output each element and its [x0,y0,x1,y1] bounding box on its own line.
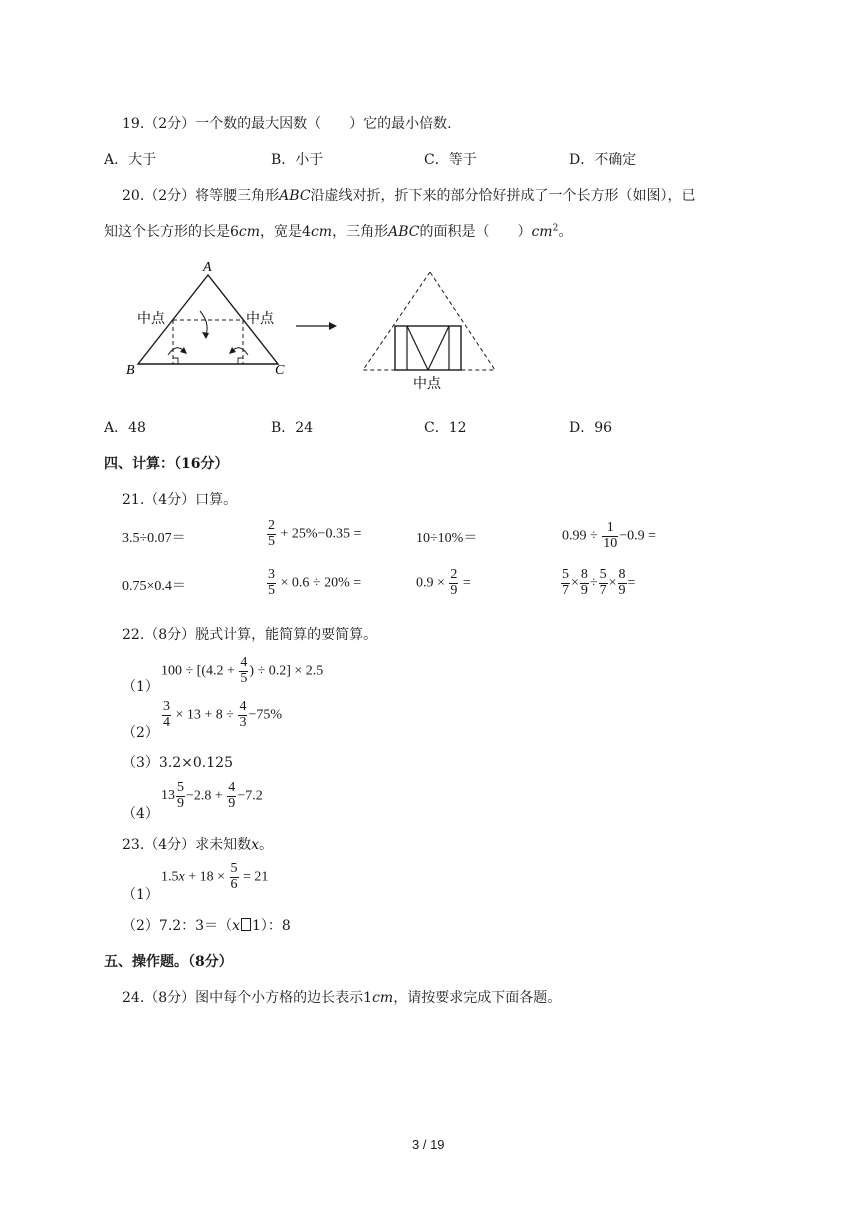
q21-expr-2: $\frac{2}{5}$ + 25%−0.35 = [268,518,362,549]
fold-arrow-top [200,311,207,335]
q21-expr-8: $\frac{5}{7}$ × $\frac{8}{9}$ ÷ $\frac{5}{7}$ × $\frac{8}{9}$ = [562,567,636,598]
midpoint-label-left: 中点 [137,311,165,327]
q19-option-a: A．大于 [104,152,157,168]
section-4-title: 四、计算：（16分） [104,456,229,472]
section-5-title: 五、操作题。（8分） [104,954,233,970]
q23-p1-expr: 1.5x + 18 × $\frac{5}{6}$ = 21 [161,861,269,892]
q20-stem-line2: 知这个长方形的长是6cm，宽是4cm，三角形ABC的面积是（ ）$cm^2$。 [104,223,573,240]
q19-option-d: D．不确定 [569,152,637,168]
right-angle-mark-left [173,358,178,364]
q22-stem: 22.（8分）脱式计算，能简算的要简算。 [122,627,378,643]
q22-p2-expr: $\frac{3}{4}$ × 13 + 8 ÷ $\frac{4}{3}$ −75% [163,699,283,730]
q21-expr-6: $\frac{3}{5}$ × 0.6 ÷ 20% = [268,567,362,598]
q19-option-c: C．等于 [424,152,477,168]
q22-p4-label: （4） [122,806,159,822]
q21-expr-7: 0.9 × $\frac{2}{9}$ = [416,567,471,598]
rectangle [395,326,461,370]
q21-expr-4: 0.99 ÷ $\frac{1}{10}$ −0.9 = [562,520,656,551]
q23-p2: （2）7.2：3＝（x 1）：8 [122,918,291,934]
q20-figure [120,255,510,395]
q24-stem: 24.（8分）图中每个小方格的边长表示1cm，请按要求完成下面各题。 [122,990,562,1006]
q20-option-b: B．24 [271,420,314,436]
q20-stem-line1: 20.（2分）将等腰三角形ABC沿虚线对折，折下来的部分恰好拼成了一个长方形（如图），已 [122,188,696,204]
q21-expr-3: 10÷10%＝ [416,531,478,546]
midpoint-label-right: 中点 [246,311,274,327]
q22-p4-expr: 13 $\frac{5}{9}$ −2.8 + $\frac{4}{9}$ −7.2 [161,780,263,811]
q22-p1-label: （1） [122,679,159,695]
q19-stem: 19.（2分）一个数的最大因数（ ）它的最小倍数. [122,116,452,132]
unknown-symbol-box [241,918,251,931]
q20-option-c: C．12 [424,420,467,436]
right-angle-mark-right [238,358,243,364]
q23-p1-label: （1） [122,887,159,903]
q21-stem: 21.（4分）口算。 [122,492,238,508]
dashed-triangle [363,272,495,370]
q22-p2-label: （2） [122,725,159,741]
q20-option-a: A．48 [104,420,146,436]
q21-expr-1: 3.5÷0.07＝ [122,531,186,546]
q19-option-b: B．小于 [271,152,324,168]
q23-stem: 23.（4分）求未知数x。 [122,837,274,853]
midpoint-label-bottom: 中点 [413,376,441,392]
q20-option-d: D．96 [569,420,613,436]
q22-p3: （3）3.2×0.125 [122,755,233,771]
vertex-label-a: A [203,260,212,275]
q22-p1-expr: 100 ÷ [(4.2 + $\frac{4}{5}$ ) ÷ 0.2] × 2.5 [161,655,324,686]
vertex-label-b: B [126,363,135,378]
q21-expr-5: 0.75×0.4＝ [122,579,186,594]
vertex-label-c: C [275,363,285,378]
page-number: 3 / 19 [412,1137,445,1152]
